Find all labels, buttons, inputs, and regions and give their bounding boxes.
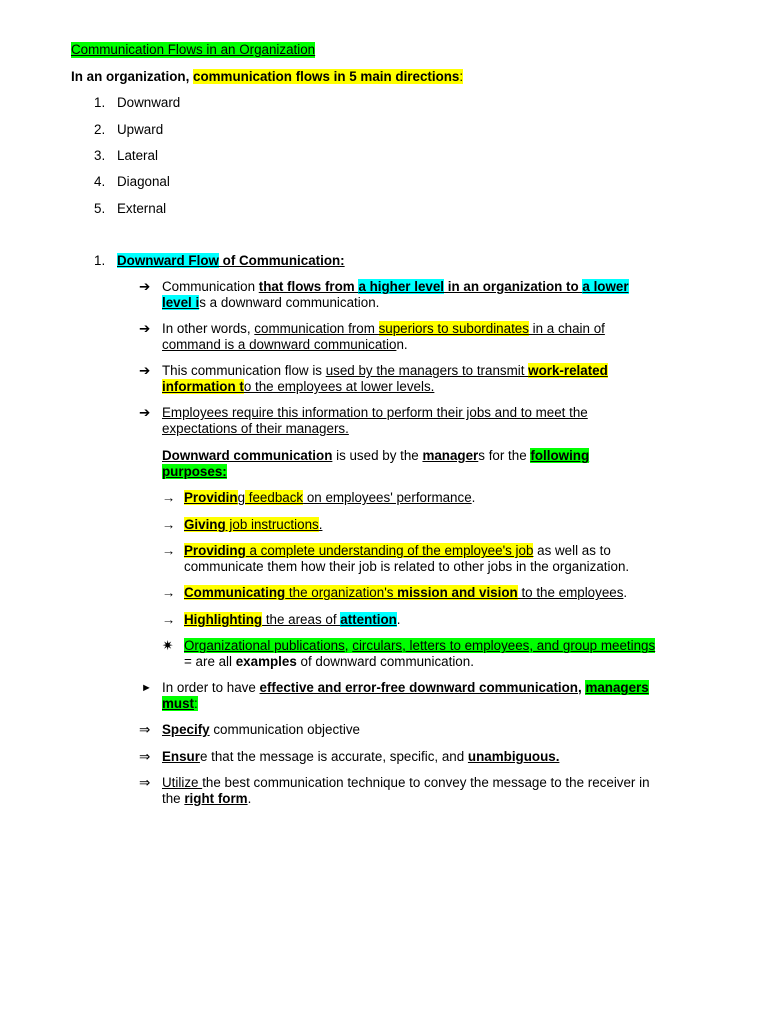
bullet-text: level is a downward communication. [162, 295, 380, 310]
purpose-item: Highlighting the areas of attention. [184, 612, 401, 627]
list-item: 3. Lateral [94, 148, 158, 163]
arrow-icon: ➔ [139, 321, 151, 336]
arrow-icon: ➔ [139, 405, 151, 420]
double-arrow-icon: ⇒ [139, 722, 151, 737]
triangle-icon: ► [141, 682, 152, 694]
small-arrow-icon: → [162, 585, 176, 600]
must-item: Specify communication objective [162, 722, 360, 737]
list-item: 5. External [94, 201, 167, 216]
small-arrow-icon: → [162, 490, 176, 505]
bullet-text: Communication that flows from a higher level in an organization to a lower [162, 279, 629, 294]
star-icon: ✷ [162, 638, 174, 653]
small-arrow-icon: → [162, 517, 176, 532]
bullet-text: information to the employees at lower levels. [162, 379, 435, 394]
arrow-icon: ➔ [139, 279, 151, 294]
must-item: the right form. [162, 791, 252, 806]
list-item: 1. Downward [94, 95, 181, 110]
section-heading: 1. Downward Flow of Communication: [94, 253, 345, 268]
must-item: Utilize the best communication technique to convey the message to the receiver in [162, 775, 650, 790]
intro-line: In an organization, communication flows in 5 main directions: [71, 69, 464, 84]
small-arrow-icon: → [162, 543, 176, 558]
purpose-item: Providing a complete understanding of the employee's job as well as to [184, 543, 611, 558]
must-item: Ensure that the message is accurate, specific, and unambiguous. [162, 749, 560, 764]
purpose-item: Communicating the organization's mission and vision to the employees. [184, 585, 628, 600]
examples-note: = are all examples of downward communication. [184, 654, 474, 669]
purposes-paragraph: Downward communication is used by the managers for the following [162, 448, 590, 463]
list-item: 2. Upward [94, 122, 164, 137]
purposes-paragraph: purposes: [162, 464, 227, 479]
purpose-item: communicate them how their job is related to other jobs in the organization. [184, 559, 630, 574]
small-arrow-icon: → [162, 612, 176, 627]
bullet-text: Employees require this information to perform their jobs and to meet the [162, 405, 588, 420]
page-title: Communication Flows in an Organization [71, 42, 316, 57]
bullet-text: command is a downward communication. [162, 337, 408, 352]
examples-note: Organizational publications, circulars, letters to employees, and group meetings [184, 638, 656, 653]
double-arrow-icon: ⇒ [139, 775, 151, 790]
bullet-text: In other words, communication from superiors to subordinates in a chain of [162, 321, 605, 336]
purpose-item: Giving job instructions. [184, 517, 323, 532]
list-item: 4. Diagonal [94, 174, 170, 189]
effective-paragraph: must: [162, 696, 198, 711]
purpose-item: Providing feedback on employees' performance. [184, 490, 476, 505]
effective-paragraph: In order to have effective and error-free downward communication, managers [162, 680, 649, 695]
bullet-text: This communication flow is used by the managers to transmit work-related [162, 363, 608, 378]
double-arrow-icon: ⇒ [139, 749, 151, 764]
bullet-text: expectations of their managers. [162, 421, 349, 436]
arrow-icon: ➔ [139, 363, 151, 378]
